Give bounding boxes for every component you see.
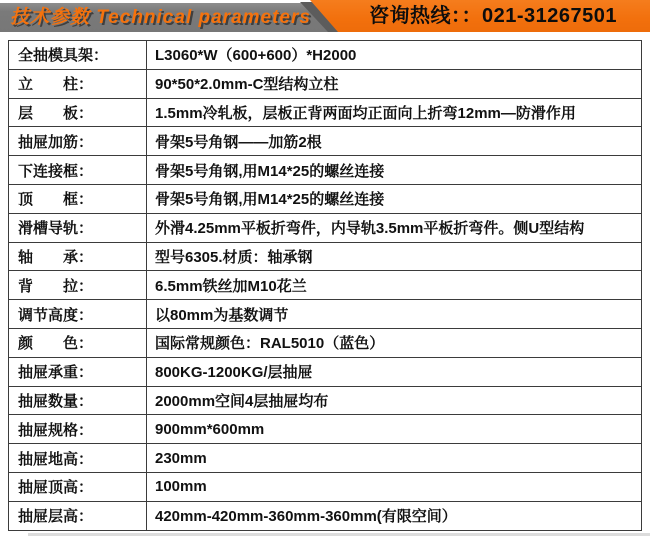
param-value: 1.5mm冷轧板，层板正背两面均正面向上折弯12mm—防滑作用 — [147, 98, 642, 127]
param-value: 骨架5号角钢,用M14*25的螺丝连接 — [147, 156, 642, 185]
param-label: 层 板： — [9, 98, 147, 127]
table-row — [9, 156, 642, 185]
technical-parameters-table — [8, 40, 642, 531]
param-value: 420mm-420mm-360mm-360mm(有限空间） — [147, 501, 642, 530]
table-row — [9, 415, 642, 444]
param-label: 立 柱： — [9, 69, 147, 98]
param-label: 颜 色： — [9, 328, 147, 357]
table-row — [9, 501, 642, 530]
table-row — [9, 300, 642, 329]
table-row — [9, 41, 642, 70]
bottom-divider — [28, 533, 650, 536]
param-label: 抽屉承重： — [9, 357, 147, 386]
param-label: 抽屉规格： — [9, 415, 147, 444]
param-value: 90*50*2.0mm-C型结构立柱 — [147, 69, 642, 98]
param-label: 全抽模具架： — [9, 41, 147, 70]
param-value: 800KG-1200KG/层抽屉 — [147, 357, 642, 386]
table-row — [9, 69, 642, 98]
param-label: 抽屉地高： — [9, 444, 147, 473]
table-row — [9, 472, 642, 501]
param-value: 骨架5号角钢,用M14*25的螺丝连接 — [147, 184, 642, 213]
param-value: 100mm — [147, 472, 642, 501]
param-value: 外滑4.25mm平板折弯件，内导轨3.5mm平板折弯件。侧U型结构 — [147, 213, 642, 242]
param-value: 900mm*600mm — [147, 415, 642, 444]
param-value: 以80mm为基数调节 — [147, 300, 642, 329]
table-row — [9, 98, 642, 127]
param-label: 抽屉顶高： — [9, 472, 147, 501]
param-label: 调节高度： — [9, 300, 147, 329]
table-row — [9, 357, 642, 386]
table-row — [9, 213, 642, 242]
table-row — [9, 328, 642, 357]
param-label: 抽屉加筋： — [9, 127, 147, 156]
table-row — [9, 127, 642, 156]
param-label: 背 拉： — [9, 271, 147, 300]
param-value: L3060*W（600+600）*H2000 — [147, 41, 642, 70]
param-value: 2000mm空间4层抽屉均布 — [147, 386, 642, 415]
param-label: 顶 框： — [9, 184, 147, 213]
page-title: 技术参数 Technical parameters — [10, 7, 311, 28]
table-row — [9, 444, 642, 473]
param-label: 下连接框： — [9, 156, 147, 185]
table-row — [9, 242, 642, 271]
table-row — [9, 386, 642, 415]
param-label: 抽屉层高： — [9, 501, 147, 530]
param-value: 6.5mm铁丝加M10花兰 — [147, 271, 642, 300]
param-label: 滑槽导轨： — [9, 213, 147, 242]
param-label: 轴 承： — [9, 242, 147, 271]
param-value: 型号6305.材质：轴承钢 — [147, 242, 642, 271]
table-row — [9, 271, 642, 300]
param-value: 骨架5号角钢——加筋2根 — [147, 127, 642, 156]
param-value: 国际常规颜色：RAL5010（蓝色） — [147, 328, 642, 357]
hotline-number: 咨询热线：：021-31267501 — [368, 5, 617, 27]
table-row — [9, 184, 642, 213]
page-header — [0, 0, 650, 33]
param-label: 抽屉数量： — [9, 386, 147, 415]
param-value: 230mm — [147, 444, 642, 473]
